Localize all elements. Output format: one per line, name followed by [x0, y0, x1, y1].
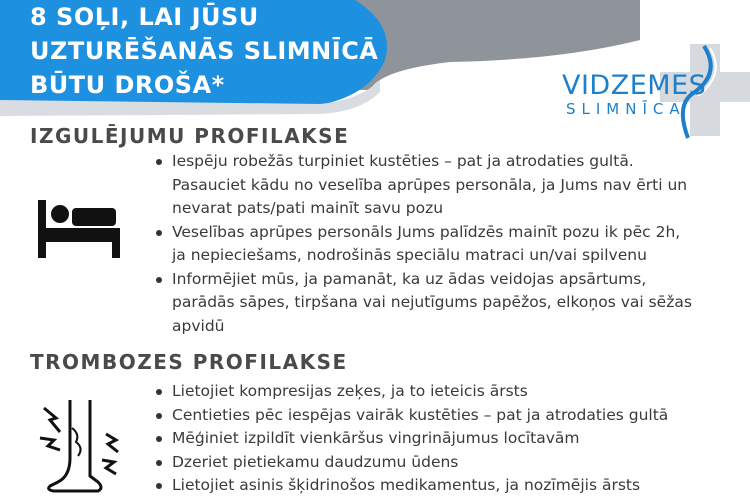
list-izgulejumu [152, 150, 692, 338]
section-title-trombozes: TROMBOZES PROFILAKSE [30, 350, 348, 374]
list-item: Iespēju robežās turpiniet kustēties – pat ja atrodaties gultā. Pasauciet kādu no veselība aprūpes personāla, ja Jums nav ērti un nevarat pats/pati mainīt savu pozu [152, 150, 692, 221]
list-item: Centieties pēc iespējas vairāk kustēties – pat ja atrodaties gultā [152, 404, 712, 428]
list-item: Veselības aprūpes personāls Jums palīdzēs mainīt pozu ik pēc 2h, ja nepieciešams, nodrošinās speciālu matraci un/vai spilvenu [152, 221, 692, 268]
section-title-izgulejumu: IZGULĒJUMU PROFILAKSE [30, 124, 350, 148]
list-item: Mēģiniet izpildīt vienkāršus vingrinājumus locītavām [152, 427, 712, 451]
list-item: Lietojiet asinis šķidrinošos medikamentus, ja nozīmējis ārsts [152, 474, 712, 498]
logo-text-vidzemes: VIDZEMES [562, 70, 707, 101]
title-line-1: 8 SOĻI, LAI JŪSU [30, 3, 259, 31]
hospital-logo [560, 44, 750, 140]
bed-icon [36, 198, 122, 260]
title-line-3: BŪTU DROŠA* [30, 71, 225, 99]
leg-pain-icon [36, 398, 126, 493]
list-item: Dzeriet pietiekamu daudzumu ūdens [152, 451, 712, 475]
list-item: Informējiet mūs, ja pamanāt, ka uz ādas veidojas apsārtums, parādās sāpes, tirpšana vai nejutīgums papēžos, elkoņos vai sēžas apvidū [152, 268, 692, 339]
logo-text-slimnica: SLIMNĪCA [566, 100, 686, 118]
list-trombozes [152, 380, 712, 498]
list-item: Lietojiet kompresijas zeķes, ja to ieteicis ārsts [152, 380, 712, 404]
page-title [30, 0, 379, 102]
title-line-2: UZTURĒŠANĀS SLIMNĪCĀ [30, 37, 379, 65]
